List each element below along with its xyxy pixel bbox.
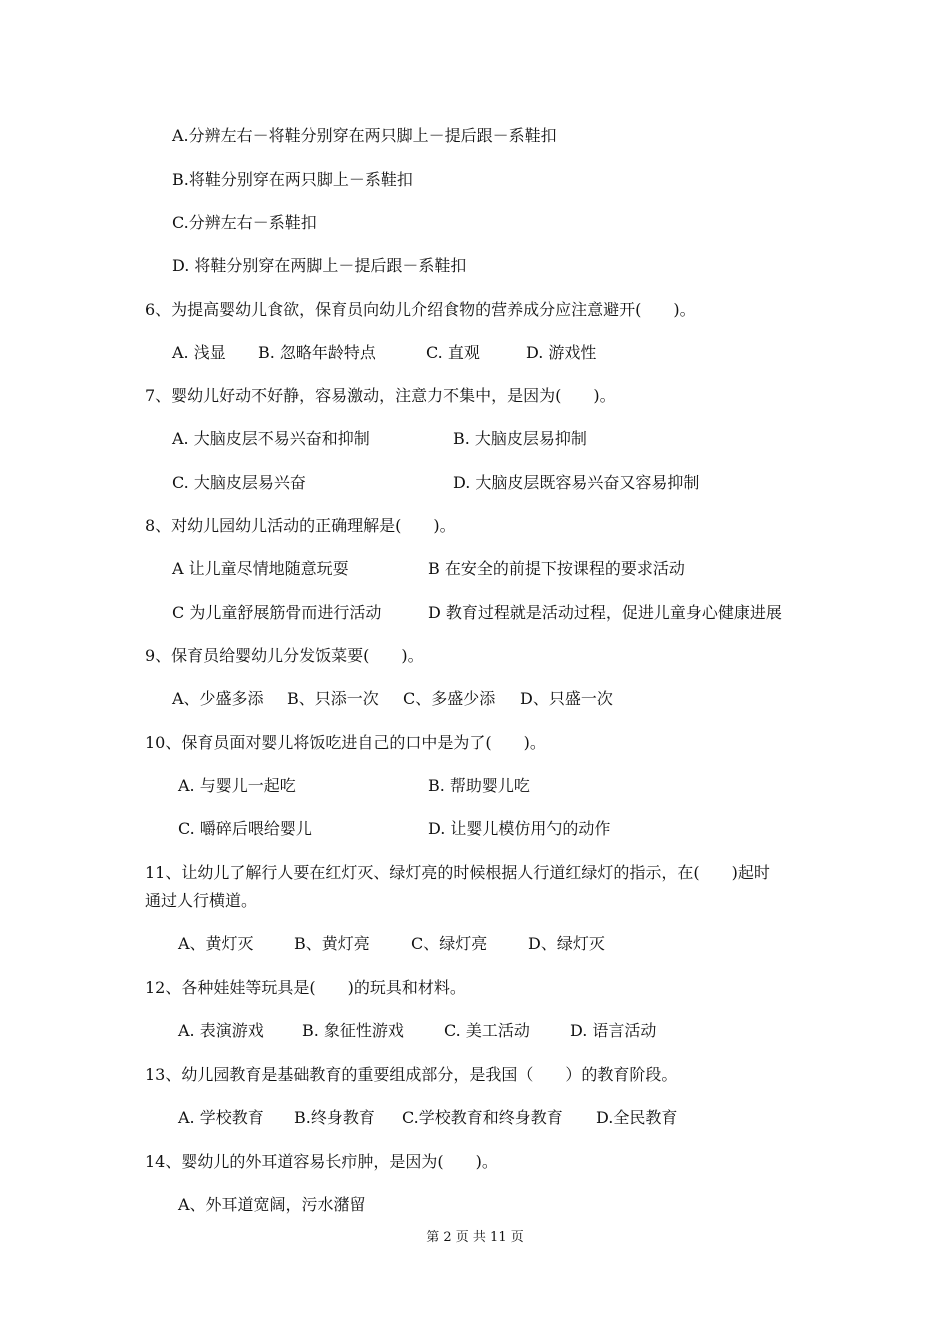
q7-option-c: C. 大脑皮层易兴奋 — [172, 473, 306, 492]
q8-option-b: B 在安全的前提下按课程的要求活动 — [428, 559, 685, 578]
q12-option-a: A. 表演游戏 — [178, 1021, 264, 1040]
q7-option-a: A. 大脑皮层不易兴奋和抑制 — [172, 429, 370, 448]
question-11-line2: 通过人行横道。 — [145, 891, 258, 910]
q8-option-c: C 为儿童舒展筋骨而进行活动 — [172, 603, 382, 622]
q6-option-a: A. 浅显 — [172, 343, 226, 362]
q12-option-d: D. 语言活动 — [570, 1021, 657, 1040]
q11-option-d: D、绿灯灭 — [528, 934, 605, 953]
question-6: 6、为提高婴幼儿食欲，保育员向幼儿介绍食物的营养成分应注意避开( )。 — [145, 300, 696, 319]
q10-option-b: B. 帮助婴儿吃 — [428, 776, 530, 795]
q7-option-d: D. 大脑皮层既容易兴奋又容易抑制 — [453, 473, 700, 492]
q13-option-b: B.终身教育 — [294, 1108, 375, 1127]
q6-option-b: B. 忽略年龄特点 — [258, 343, 376, 362]
q5-option-d: D. 将鞋分别穿在两脚上－提后跟－系鞋扣 — [172, 256, 467, 275]
question-11-line1: 11、让幼儿了解行人要在红灯灭、绿灯亮的时候根据人行道红绿灯的指示，在( )起时 — [145, 863, 770, 882]
q11-option-c: C、绿灯亮 — [411, 934, 488, 953]
q5-option-c: C.分辨左右－系鞋扣 — [172, 213, 317, 232]
q7-option-b: B. 大脑皮层易抑制 — [453, 429, 587, 448]
question-8: 8、对幼儿园幼儿活动的正确理解是( )。 — [145, 516, 456, 535]
q10-option-d: D. 让婴儿模仿用勺的动作 — [428, 819, 611, 838]
q11-option-a: A、黄灯灭 — [178, 934, 254, 953]
q9-option-d: D、只盛一次 — [520, 689, 613, 708]
q5-option-b: B.将鞋分别穿在两只脚上－系鞋扣 — [172, 170, 413, 189]
q10-option-c: C. 嚼碎后喂给婴儿 — [178, 819, 312, 838]
q5-option-a: A.分辨左右－将鞋分别穿在两只脚上－提后跟－系鞋扣 — [172, 126, 557, 145]
question-14: 14、婴幼儿的外耳道容易长疖肿，是因为( )。 — [145, 1152, 498, 1171]
q13-option-d: D.全民教育 — [596, 1108, 678, 1127]
q9-option-b: B、只添一次 — [287, 689, 379, 708]
q8-option-a: A 让儿童尽情地随意玩耍 — [172, 559, 349, 578]
q9-option-a: A、少盛多添 — [172, 689, 264, 708]
q14-option-a: A、外耳道宽阔，污水潴留 — [178, 1195, 366, 1214]
q11-option-b: B、黄灯亮 — [294, 934, 370, 953]
q6-option-c: C. 直观 — [426, 343, 480, 362]
q12-option-b: B. 象征性游戏 — [302, 1021, 404, 1040]
page-footer: 第 2 页 共 11 页 — [426, 1230, 524, 1245]
question-10: 10、保育员面对婴儿将饭吃进自己的口中是为了( )。 — [145, 733, 546, 752]
q13-option-a: A. 学校教育 — [178, 1108, 264, 1127]
question-12: 12、各种娃娃等玩具是( )的玩具和材料。 — [145, 978, 466, 997]
q8-option-d: D 教育过程就是活动过程，促进儿童身心健康进展 — [428, 603, 782, 622]
question-9: 9、保育员给婴幼儿分发饭菜要( )。 — [145, 646, 424, 665]
q10-option-a: A. 与婴儿一起吃 — [178, 776, 296, 795]
q6-option-d: D. 游戏性 — [526, 343, 597, 362]
question-13: 13、幼儿园教育是基础教育的重要组成部分，是我国（ ）的教育阶段。 — [145, 1065, 678, 1084]
question-7: 7、婴幼儿好动不好静，容易激动，注意力不集中，是因为( )。 — [145, 386, 616, 405]
q9-option-c: C、多盛少添 — [403, 689, 496, 708]
q13-option-c: C.学校教育和终身教育 — [402, 1108, 563, 1127]
q12-option-c: C. 美工活动 — [444, 1021, 530, 1040]
